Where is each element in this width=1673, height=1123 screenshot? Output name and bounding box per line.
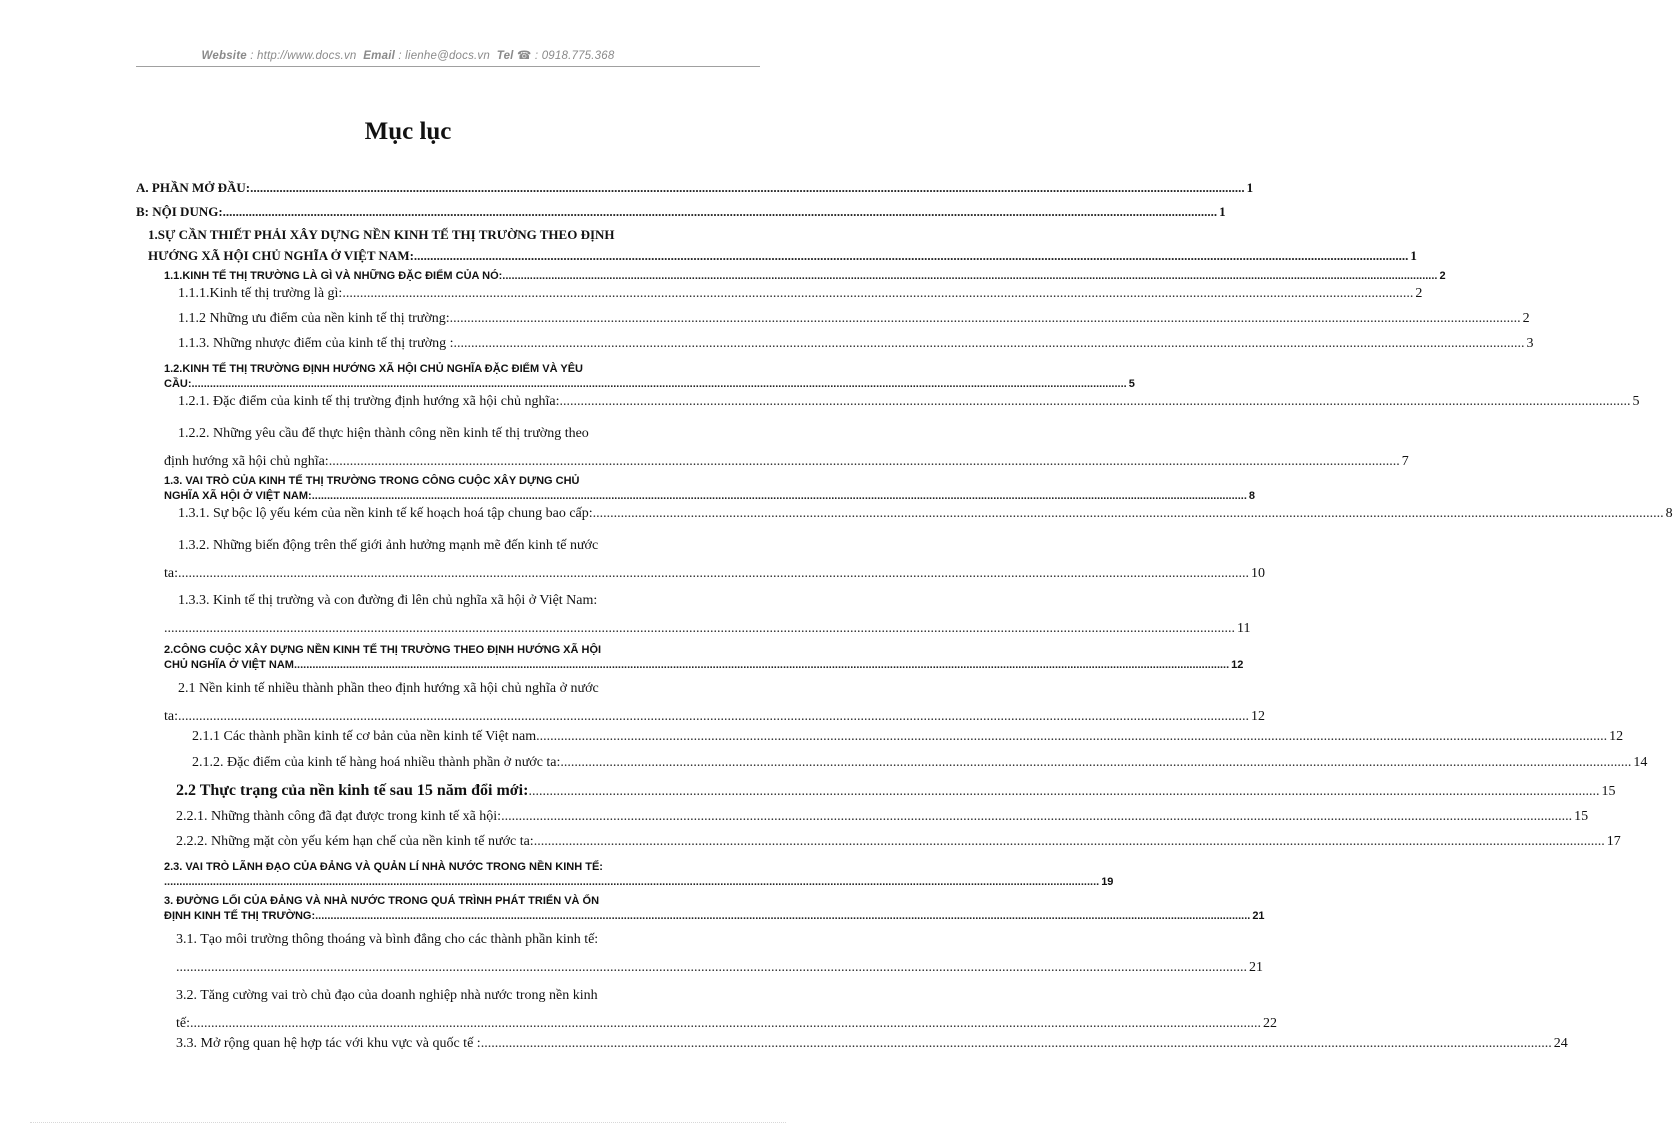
toc-entry[interactable]	[192, 755, 1648, 782]
toc-entry-text-line1: 2.3. VAI TRÒ LÃNH ĐẠO CỦA ĐẢNG VÀ QUẢN LÍ NHÀ NƯỚC TRONG NỀN KINH TẾ:	[164, 861, 603, 873]
toc-entry-text: 2.2.2. Những mặt còn yếu kém hạn chế của nền kinh tế nước ta:	[176, 834, 534, 849]
toc-entry-page: 5	[1128, 378, 1135, 390]
toc-entry[interactable]	[192, 729, 1624, 755]
toc-entry-text-line1: 1.SỰ CẦN THIẾT PHẢI XÂY DỰNG NỀN KINH TẾ THỊ TRƯỜNG THEO ĐỊNH	[148, 227, 615, 242]
toc-entry[interactable]	[178, 394, 1640, 420]
toc-entry-text: 2.2 Thực trạng của nền kinh tế sau 15 năm đổi mới:	[176, 782, 529, 799]
toc-entry[interactable]	[164, 894, 1265, 926]
dot-leader	[534, 834, 1605, 850]
dot-leader	[190, 1010, 1261, 1038]
toc-entry[interactable]	[164, 474, 1256, 506]
toc-entry[interactable]	[164, 860, 1114, 894]
toc-entry-text-line1: 1.2.KINH TẾ THỊ TRƯỜNG ĐỊNH HƯỚNG XÃ HỘI CHỦ NGHĨA ĐẶC ĐIỂM VÀ YÊU	[164, 363, 583, 375]
toc-entry[interactable]	[164, 982, 1277, 1036]
toc-entry-text: 1.1.2 Những ưu điểm của nền kinh tế thị trường:	[178, 311, 450, 326]
toc-entry-text-line1: 3. ĐƯỜNG LỐI CỦA ĐẢNG VÀ NHÀ NƯỚC TRONG QUÁ TRÌNH PHÁT TRIỂN VÀ ỔN	[164, 895, 600, 907]
toc-entry-text: ĐỊNH KINH TẾ THỊ TRƯỜNG:	[164, 910, 316, 922]
dot-leader	[164, 615, 1235, 643]
toc-entry-text: ta:	[164, 709, 178, 724]
toc-entry[interactable]	[136, 180, 1254, 204]
toc-entry-page: 15	[1601, 784, 1616, 799]
page-title: Mục lục	[364, 118, 452, 145]
toc-entry[interactable]	[148, 224, 1417, 270]
dot-leader	[560, 755, 1631, 771]
toc-entry-text: 2.1.2. Đặc điểm của kinh tế hàng hoá nhiều thành phần ở nước ta:	[192, 755, 561, 770]
toc-entry-text-line1: 1.3.2. Những biến động trên thế giới ảnh hưởng mạnh mẽ đến kinh tế nước	[178, 538, 599, 553]
toc-entry[interactable]	[176, 809, 1589, 834]
toc-entry-text: 2.2.1. Những thành công đã đạt được trong kinh tế xã hội:	[176, 809, 502, 824]
dot-leader	[342, 286, 1413, 302]
tel-value: : 0918.775.368	[534, 50, 615, 62]
toc-entry-page: 5	[1632, 394, 1640, 409]
toc-entry[interactable]	[178, 286, 1423, 311]
website-value[interactable]: : http://www.docs.vn	[250, 50, 357, 62]
toc-entry-page: 2	[1439, 270, 1446, 282]
dot-leader	[559, 394, 1630, 410]
toc-entry-page: 2	[1415, 286, 1423, 301]
dot-leader	[481, 1036, 1552, 1052]
toc-entry-text-line1: 2.1 Nền kinh tế nhiều thành phần theo định hướng xã hội chủ nghĩa ở nước	[178, 681, 599, 696]
toc-entry-text: định hướng xã hội chủ nghĩa:	[164, 454, 329, 469]
dot-leader	[250, 180, 1245, 196]
toc-entry-text: 1.3.1. Sự bộc lộ yếu kém của nền kinh tế kế hoạch hoá tập chung bao cấp:	[178, 506, 593, 521]
toc-entry-page: 11	[1237, 621, 1251, 636]
dot-leader	[312, 489, 1247, 504]
toc-entry-text-line1: 1.2.2. Những yêu cầu để thực hiện thành công nền kinh tế thị trường theo	[178, 426, 589, 441]
toc-entry-page: 1	[1410, 248, 1417, 263]
toc-entry-page: 8	[1248, 490, 1256, 502]
dot-leader	[593, 506, 1664, 522]
toc-entry-page: 21	[1249, 960, 1263, 975]
toc-entry-page: 3	[1526, 336, 1534, 351]
toc-entry-page: 12	[1251, 709, 1265, 724]
dot-leader	[178, 703, 1249, 731]
toc-entry[interactable]	[178, 311, 1530, 336]
dot-leader	[329, 448, 1400, 476]
toc-entry-page: 12	[1609, 729, 1624, 744]
toc-entry[interactable]	[164, 926, 1263, 982]
toc-entry-text: 1.2.1. Đặc điểm của kinh tế thị trường định hướng xã hội chủ nghĩa:	[178, 394, 560, 409]
dot-leader	[454, 336, 1525, 352]
toc-entry-page: 12	[1231, 659, 1244, 671]
toc-entry-page: 19	[1101, 876, 1114, 888]
toc-entry-text: 2.1.1 Các thành phần kinh tế cơ bản của nền kinh tế Việt nam	[192, 729, 537, 744]
toc-entry-text: tế:	[176, 1016, 190, 1031]
toc-entry-text: B: NỘI DUNG:	[136, 204, 223, 219]
toc-entry-text: 1.1.3. Những nhược điểm của kinh tế thị trường :	[178, 336, 454, 351]
dot-leader	[164, 875, 1099, 890]
toc-entry-text-line1: 3.1. Tạo môi trường thông thoáng và bình đẳng cho các thành phần kinh tế:	[176, 932, 599, 947]
toc-entry-page: 10	[1251, 566, 1265, 581]
toc-entry-text: 3.3. Mở rộng quan hệ hợp tác với khu vực và quốc tế :	[176, 1036, 481, 1051]
table-of-contents	[136, 180, 1673, 1062]
dot-leader	[450, 311, 1521, 327]
toc-entry[interactable]	[164, 675, 1265, 729]
tel-label: Tel ☎	[496, 50, 532, 62]
toc-entry-page: 7	[1401, 454, 1409, 469]
toc-entry-text: HƯỚNG XÃ HỘI CHỦ NGHĨA Ở VIỆT NAM:	[148, 248, 414, 263]
website-label: Website	[201, 50, 247, 62]
dot-leader	[223, 204, 1218, 220]
toc-entry[interactable]	[164, 270, 1446, 286]
toc-entry[interactable]	[176, 782, 1616, 809]
toc-entry-page: 24	[1553, 1036, 1568, 1051]
toc-entry-page: 1	[1246, 180, 1254, 195]
dot-leader	[192, 377, 1127, 392]
toc-entry-text-line1: 2.CÔNG CUỘC XÂY DỰNG NỀN KINH TẾ THỊ TRƯỜNG THEO ĐỊNH HƯỚNG XÃ HỘI	[164, 644, 602, 656]
toc-entry-text: CHỦ NGHĨA Ở VIỆT NAM	[164, 659, 294, 671]
toc-entry-page: 17	[1606, 834, 1621, 849]
dot-leader	[528, 784, 1599, 800]
page-header	[0, 48, 816, 62]
toc-entry[interactable]	[176, 834, 1621, 860]
toc-entry-text: NGHĨA XÃ HỘI Ở VIỆT NAM:	[164, 490, 312, 502]
toc-entry-page: 2	[1522, 311, 1530, 326]
header-divider	[136, 66, 760, 67]
dot-leader	[178, 560, 1249, 588]
toc-entry[interactable]	[164, 643, 1244, 675]
toc-entry-text: ta:	[164, 566, 178, 581]
dot-leader	[501, 809, 1572, 825]
toc-entry-page: 21	[1252, 910, 1265, 922]
toc-entry-text-line1: 1.3.3. Kinh tế thị trường và con đường đi lên chủ nghĩa xã hội ở Việt Nam:	[178, 593, 598, 608]
dot-leader	[502, 270, 1437, 282]
dot-leader	[414, 245, 1409, 266]
toc-entry[interactable]	[164, 420, 1409, 474]
dot-leader	[315, 909, 1250, 924]
toc-entry-text: 1.1.1.Kinh tế thị trường là gì:	[178, 286, 343, 301]
toc-entry-text: A. PHẦN MỞ ĐẦU:	[136, 180, 251, 195]
toc-entry-text-line1: 3.2. Tăng cường vai trò chủ đạo của doanh nghiệp nhà nước trong nền kinh	[176, 988, 598, 1003]
email-label: Email	[363, 50, 395, 62]
toc-entry[interactable]	[178, 336, 1534, 362]
toc-entry-page: 8	[1665, 506, 1673, 521]
dot-leader	[294, 658, 1229, 673]
dot-leader	[536, 729, 1607, 745]
dot-leader	[176, 954, 1247, 982]
toc-entry[interactable]	[164, 532, 1265, 587]
toc-entry[interactable]	[178, 506, 1673, 532]
toc-entry[interactable]	[164, 362, 1135, 394]
toc-entry-text-line1: 1.3. VAI TRÒ CỦA KINH TẾ THỊ TRƯỜNG TRONG CÔNG CUỘC XÂY DỰNG CHỦ	[164, 475, 580, 487]
toc-entry-text: CẦU:	[164, 378, 192, 390]
toc-entry-page: 1	[1219, 204, 1226, 219]
toc-entry-page: 22	[1263, 1016, 1277, 1031]
toc-entry-page: 15	[1574, 809, 1589, 824]
toc-entry[interactable]	[136, 204, 1226, 224]
toc-entry-page: 14	[1633, 755, 1648, 770]
email-value[interactable]: : lienhe@docs.vn	[398, 50, 490, 62]
toc-entry-text: 1.1.KINH TẾ THỊ TRƯỜNG LÀ GÌ VÀ NHỮNG ĐẶC ĐIỂM CỦA NÓ:	[164, 270, 503, 282]
toc-entry[interactable]	[164, 587, 1251, 643]
toc-entry[interactable]	[176, 1036, 1568, 1062]
